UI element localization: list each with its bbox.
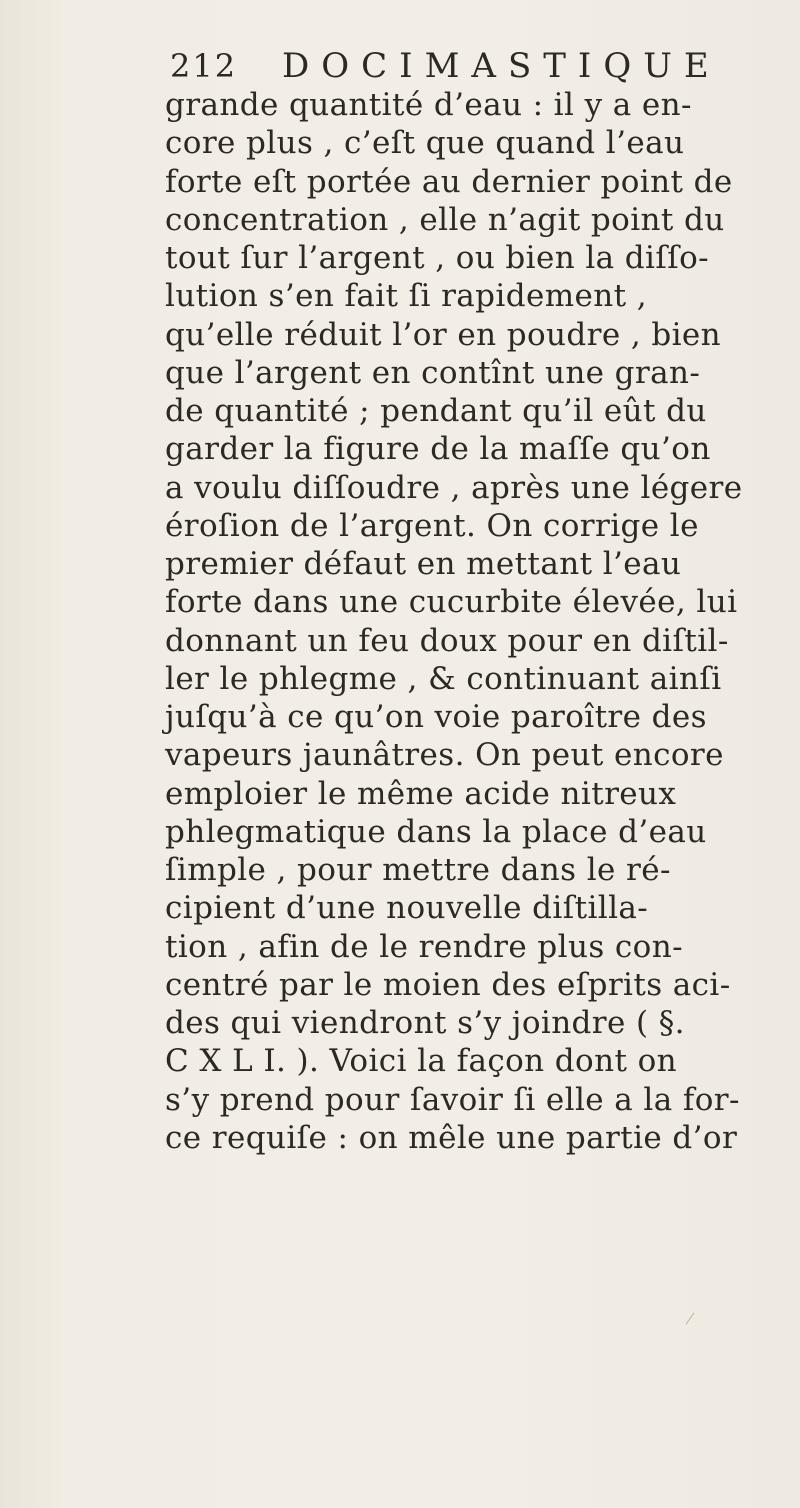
- text-line: cipient d’une nouvelle diſtilla-: [165, 890, 649, 927]
- text-line: ler le phlegme , & continuant ainſi: [165, 660, 722, 697]
- text-line: ſimple , pour mettre dans le ré-: [165, 852, 671, 888]
- text-line: premier défaut en mettant l’eau: [165, 546, 682, 582]
- text-line: juſqu’à ce qu’on voie paroître des: [165, 699, 707, 735]
- text-line: forte eſt portée au dernier point de: [165, 163, 733, 200]
- text-line: C X L I. ). Voici la façon dont on: [165, 1043, 678, 1080]
- text-line: tout ſur l’argent , ou bien la diſſo-: [165, 240, 710, 276]
- text-line: centré par le moien des eſprits aci-: [165, 966, 731, 1003]
- page-header: [170, 42, 721, 90]
- text-line: donnant un feu doux pour en diſtil-: [165, 622, 729, 659]
- text-line: grande quantité d’eau : il y a en-: [165, 87, 692, 123]
- text-line: forte dans une cucurbite élevée, lui: [165, 584, 738, 621]
- text-line: des qui viendront s’y joindre ( §.: [165, 1005, 685, 1041]
- text-line: a voulu diſſoudre , après une légere: [165, 469, 743, 506]
- running-title: DOCIMASTIQUE: [282, 46, 721, 86]
- text-line: vapeurs jaunâtres. On peut encore: [165, 737, 724, 774]
- body-text: [165, 86, 785, 1157]
- text-line: phlegmatique dans la place d’eau: [165, 813, 707, 850]
- paper-mark: [686, 1312, 695, 1324]
- text-line: core plus , c’eſt que quand l’eau: [165, 125, 685, 162]
- text-line: lution s’en fait ſi rapidement ,: [165, 278, 648, 315]
- text-line: que l’argent en contînt une gran-: [165, 354, 701, 391]
- text-line: garder la figure de la maſſe qu’on: [165, 431, 711, 468]
- text-line: de quantité ; pendant qu’il eût du: [165, 393, 707, 429]
- text-line: ce requiſe : on mêle une partie d’or: [165, 1119, 738, 1156]
- text-line: éroſion de l’argent. On corrige le: [165, 507, 699, 544]
- text-line: qu’elle réduit l’or en poudre , bien: [165, 316, 722, 353]
- text-line: tion , afin de le rendre plus con-: [165, 928, 683, 965]
- text-line: concentration , elle n’agit point du: [165, 201, 725, 238]
- text-line: emploier le même acide nitreux: [165, 775, 677, 812]
- page-number: 212: [170, 47, 238, 85]
- text-line: s’y prend pour ſavoir ſi elle a la for-: [165, 1081, 740, 1118]
